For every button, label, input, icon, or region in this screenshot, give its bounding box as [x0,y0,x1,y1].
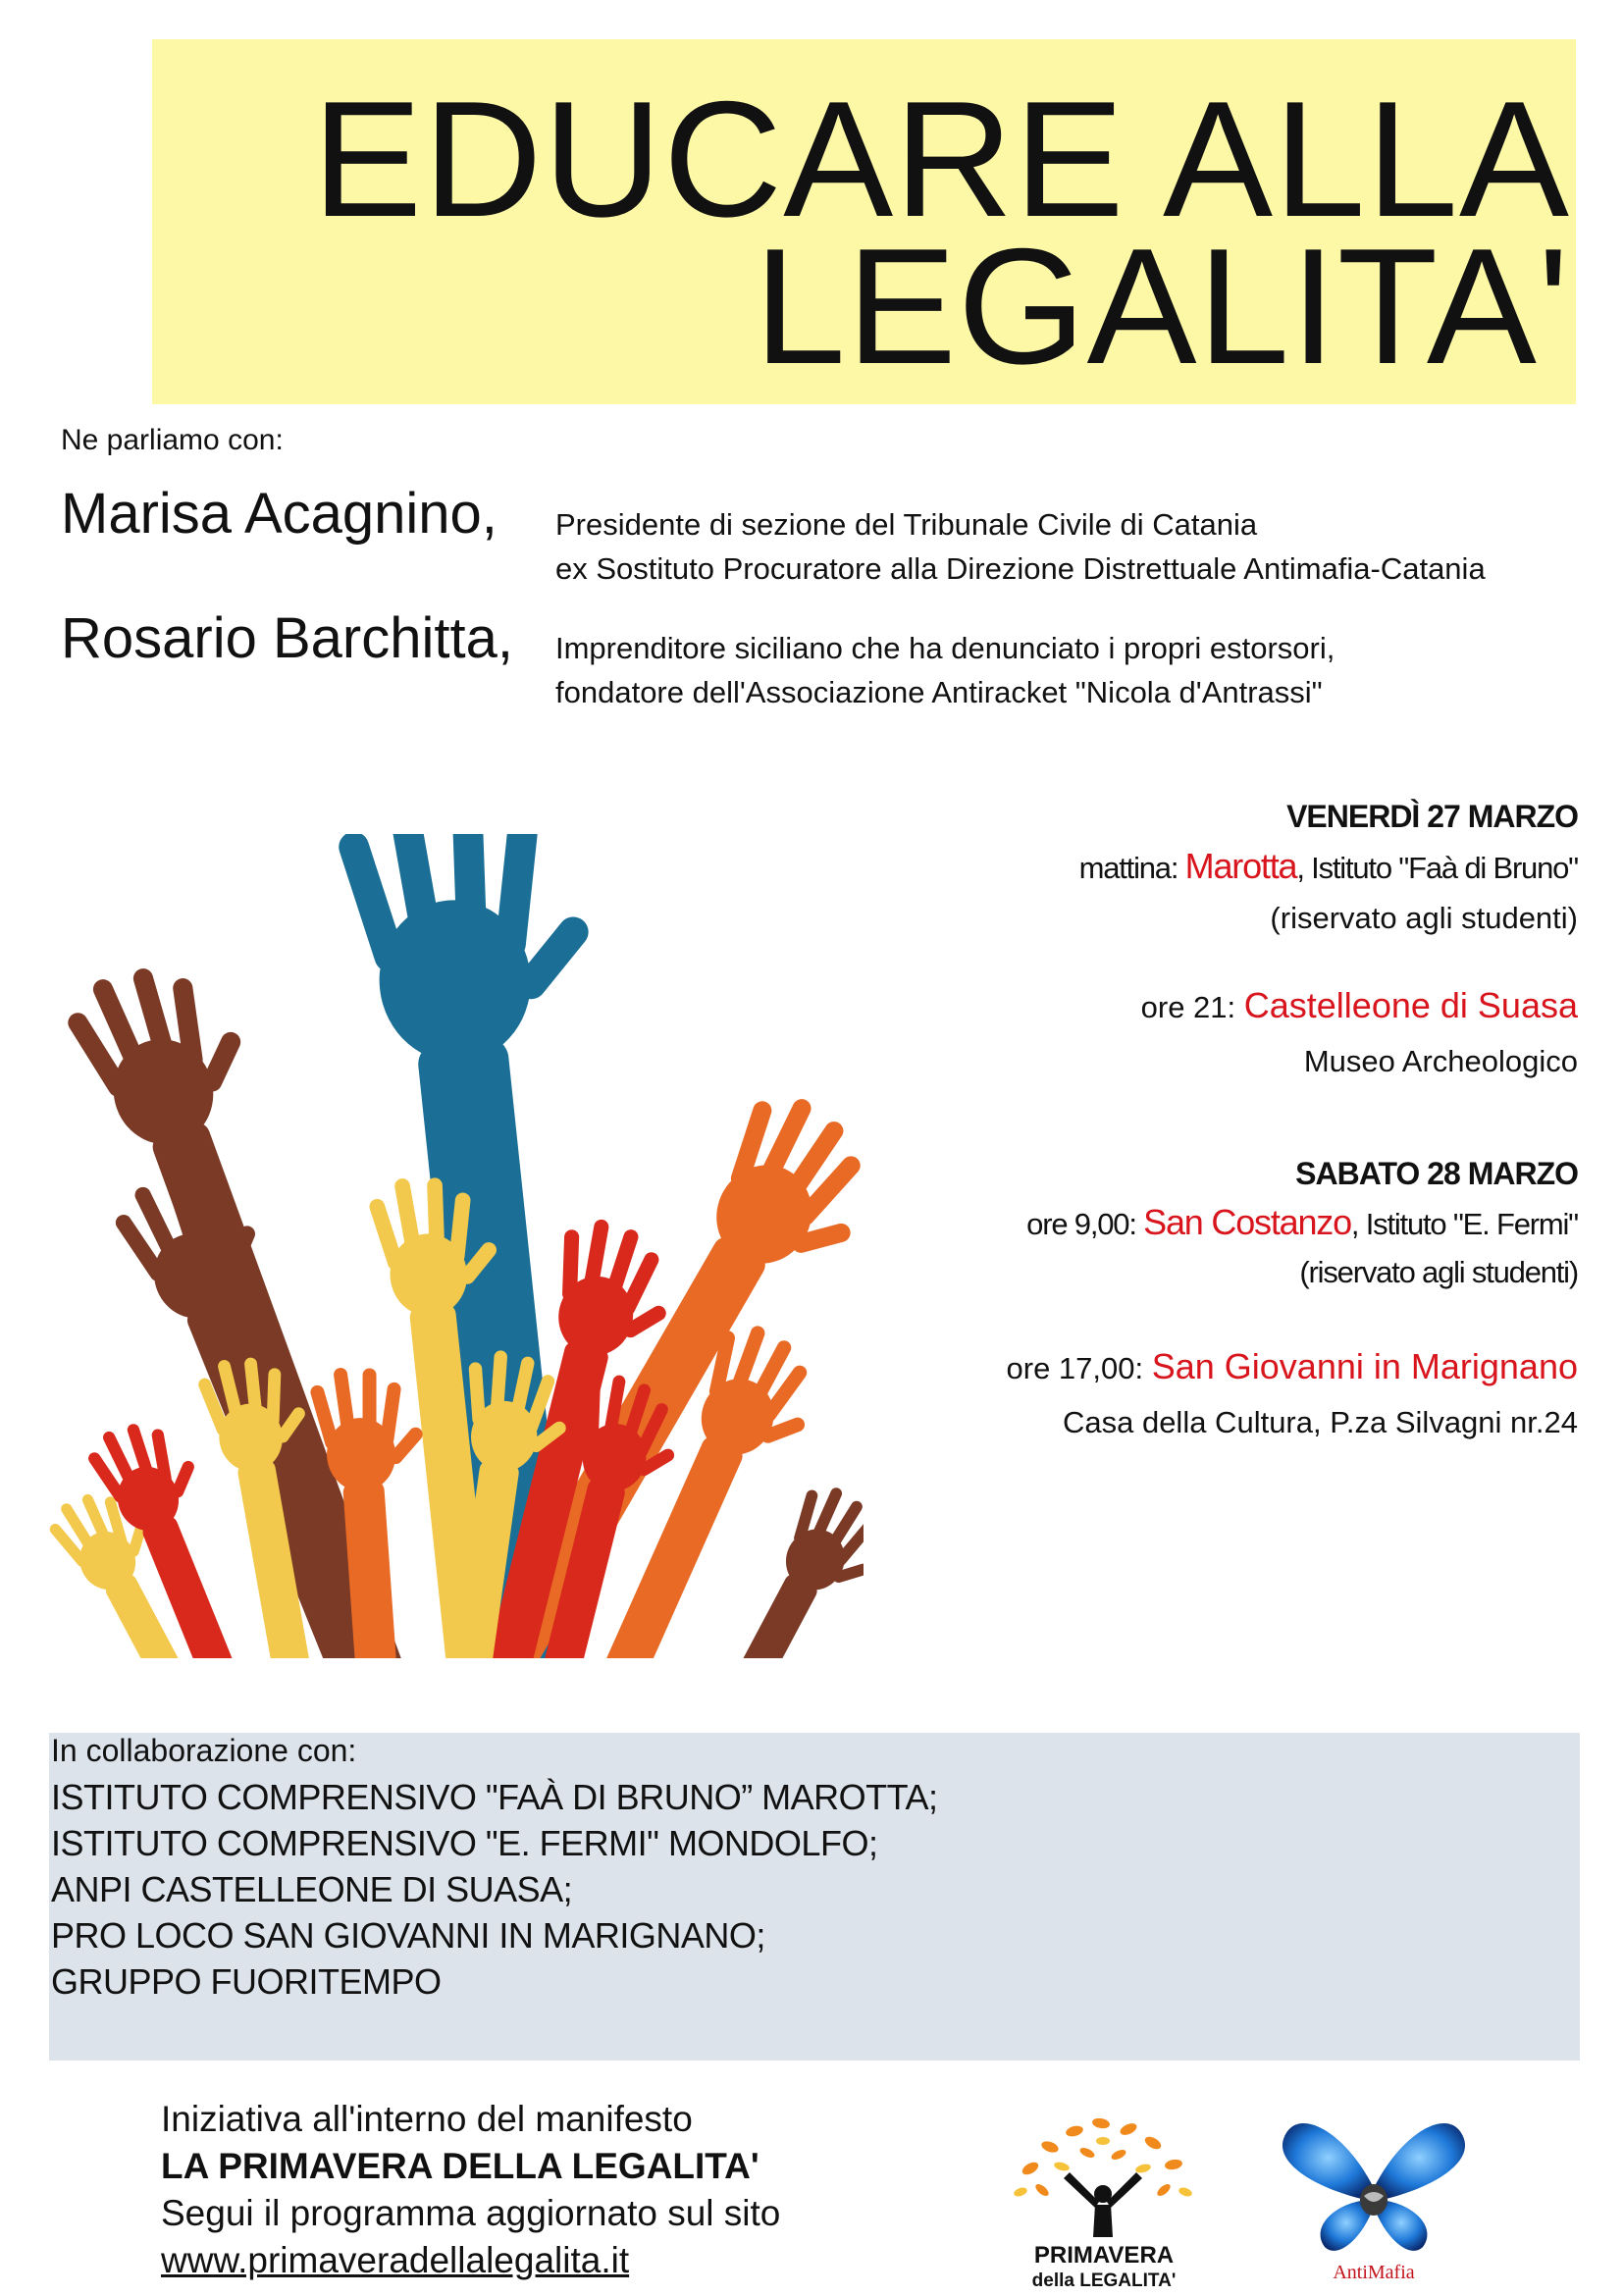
schedule-event [1026,1202,1578,1243]
event-place: San Giovanni in Marignano [1151,1346,1578,1386]
speaker-role: Imprenditore siciliano che ha denunciato i propri estorsori, [555,631,1335,665]
schedule-day-heading: SABATO 28 MARZO [1295,1156,1578,1191]
event-note: (riservato agli studenti) [1270,901,1578,935]
speaker-description [555,626,1335,714]
speaker-name: Rosario Barchitta, [61,606,513,670]
speaker-role: ex Sostituto Procuratore alla Direzione Distrettuale Antimafia-Catania [555,551,1486,586]
title-banner [152,39,1576,404]
title-line-2: LEGALITA' [754,214,1570,398]
event-venue: Museo Archeologico [1303,1044,1578,1078]
event-place: Marotta [1184,846,1297,886]
speaker-role: Presidente di sezione del Tribunale Civile di Catania [555,507,1258,542]
manifesto-name: LA PRIMAVERA DELLA LEGALITA' [161,2146,759,2186]
schedule-event [1141,985,1578,1026]
partners-heading: In collaborazione con: [51,1733,357,1768]
schedule-day-heading: VENERDÌ 27 MARZO [1286,799,1578,834]
partner-item: PRO LOCO SAN GIOVANNI IN MARIGNANO; [51,1915,765,1956]
logo-text-legalita: della LEGALITA' [1031,2270,1177,2291]
partners-box [49,1733,1580,2061]
title-line-1: EDUCARE ALLA [312,67,1570,251]
event-detail: , Istituto "E. Fermi" [1350,1207,1578,1241]
primavera-legalita-logo [991,2110,1217,2296]
event-time: ore 9,00: [1026,1207,1144,1241]
footer [161,2096,780,2284]
event-note: (riservato agli studenti) [1299,1255,1578,1289]
partner-item: ANPI CASTELLEONE DI SUASA; [51,1869,573,1909]
person-raising-arms-icon [1064,2172,1142,2237]
speaker-description [555,502,1486,591]
speaker-name: Marisa Acagnino, [61,482,497,546]
speaker-role: fondatore dell'Associazione Antiracket "Nicola d'Antrassi" [555,675,1323,709]
partners-list [51,1774,938,2005]
schedule-event [1007,1346,1579,1387]
partner-item: ISTITUTO COMPRENSIVO "E. FERMI" MONDOLFO; [51,1823,878,1863]
antimafia-logo [1276,2110,1472,2291]
website-link[interactable]: www.primaveradellalegalita.it [161,2240,630,2280]
footer-text: Segui il programma aggiornato sul sito [161,2193,781,2233]
logo-text-antimafia: AntiMafia [1333,2262,1415,2283]
event-place: Castelleone di Suasa [1243,985,1578,1025]
event-time: mattina: [1078,851,1185,885]
event-venue: Casa della Cultura, P.za Silvagni nr.24 [1062,1405,1578,1439]
event-place: San Costanzo [1143,1202,1351,1242]
event-time: ore 17,00: [1006,1351,1152,1385]
partner-item: GRUPPO FUORITEMPO [51,1961,442,2002]
event-time: ore 21: [1140,990,1244,1024]
footer-text: Iniziativa all'interno del manifesto [161,2099,693,2139]
raised-hand [770,1657,864,1658]
butterfly-icon [1283,2123,1465,2251]
logo-text-primavera: PRIMAVERA [1033,2242,1175,2269]
event-detail: , Istituto "Faà di Bruno" [1296,851,1578,885]
raised-hands-illustration [39,834,864,1658]
intro-text: Ne parliamo con: [61,424,284,456]
partner-item: ISTITUTO COMPRENSIVO "FAÀ DI BRUNO” MAROTTA; [51,1777,938,1817]
raised-hand [39,1647,143,1658]
schedule-event [1079,846,1578,887]
